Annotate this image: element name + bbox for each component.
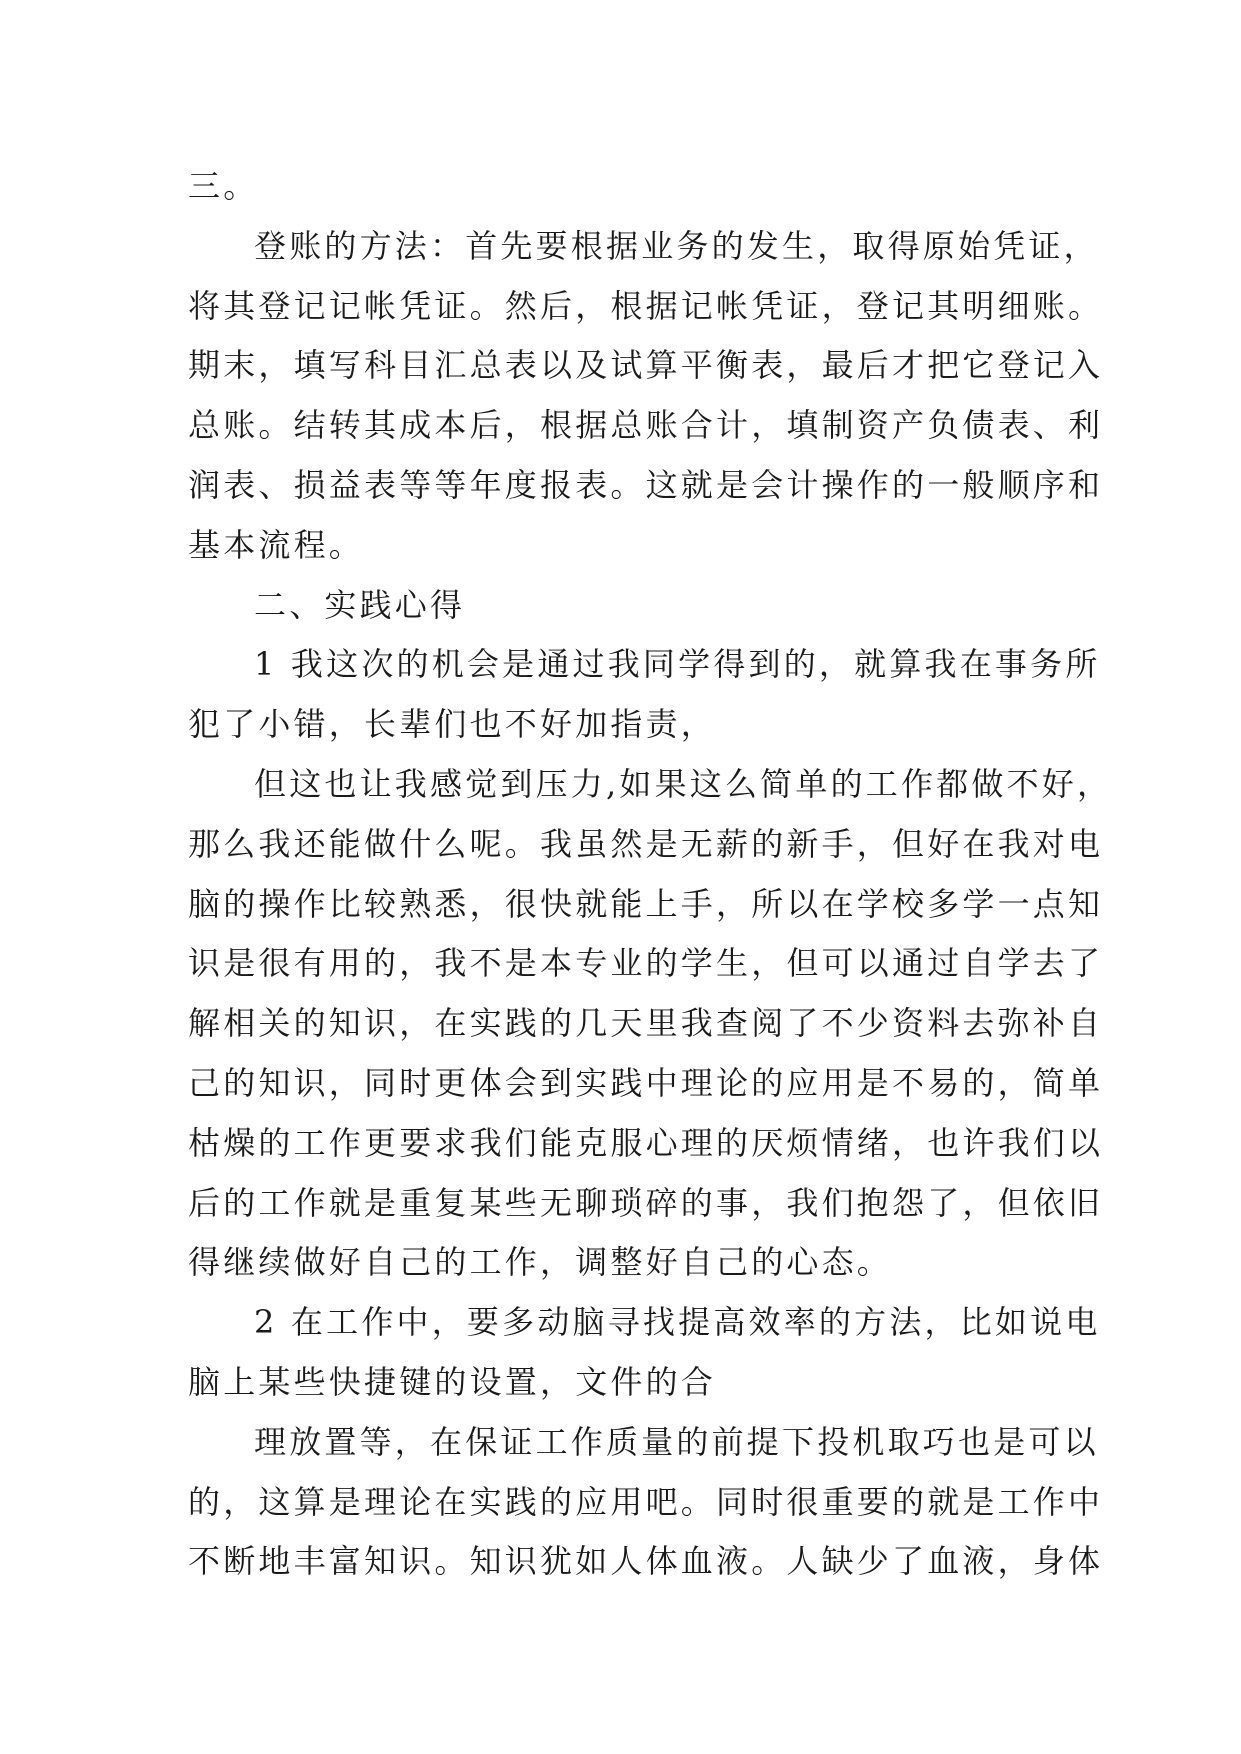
text-line: 脑的操作比较熟悉，很快就能上手，所以在学校多学一点知 xyxy=(188,884,1104,923)
text-line: 己的知识，同时更体会到实践中理论的应用是不易的，简单 xyxy=(188,1063,1104,1102)
text-line: 润表、损益表等等年度报表。这就是会计操作的一般顺序和 xyxy=(188,465,1104,504)
text-line: 那么我还能做什么呢。我虽然是无薪的新手，但好在我对电 xyxy=(188,824,1104,863)
text-line: 脑上某些快捷键的设置，文件的合 xyxy=(188,1362,717,1401)
text-line: 解相关的知识，在实践的几天里我查阅了不少资料去弥补自 xyxy=(188,1004,1104,1043)
text-line: 总账。结转其成本后，根据总账合计，填制资产负债表、利 xyxy=(188,406,1104,445)
text-line: 的，这算是理论在实践的应用吧。同时很重要的就是工作中 xyxy=(188,1482,1104,1521)
text-line: 登账的方法：首先要根据业务的发生，取得原始凭证， xyxy=(254,226,1099,265)
document-body-text xyxy=(188,157,1113,1592)
text-line: 犯了小错，长辈们也不好加指责， xyxy=(188,705,717,744)
text-line: 二、实践心得 xyxy=(254,585,466,624)
text-line: 三。 xyxy=(188,167,259,205)
text-line: 后的工作就是重复某些无聊琐碎的事，我们抱怨了，但依旧 xyxy=(188,1183,1104,1222)
text-line: 基本流程。 xyxy=(188,525,365,564)
text-line: 但这也让我感觉到压力,如果这么简单的工作都做不好， xyxy=(254,764,1113,803)
text-line: 期末，填写科目汇总表以及试算平衡表，最后才把它登记入 xyxy=(188,346,1104,385)
text-line: 识是很有用的，我不是本专业的学生，但可以通过自学去了 xyxy=(188,944,1104,983)
text-line: 得继续做好自己的工作，调整好自己的心态。 xyxy=(188,1243,893,1282)
text-line: 2 在工作中，要多动脑寻找提高效率的方法，比如说电 xyxy=(254,1303,1101,1342)
text-line: 将其登记记帐凭证。然后，根据记帐凭证，登记其明细账。 xyxy=(188,286,1104,325)
text-line: 枯燥的工作更要求我们能克服心理的厌烦情绪，也许我们以 xyxy=(188,1123,1104,1162)
text-line: 理放置等，在保证工作质量的前提下投机取巧也是可以 xyxy=(254,1422,1099,1461)
text-line: 不断地丰富知识。知识犹如人体血液。人缺少了血液，身体 xyxy=(188,1542,1104,1581)
text-line: 1 我这次的机会是通过我同学得到的，就算我在事务所 xyxy=(254,645,1101,684)
